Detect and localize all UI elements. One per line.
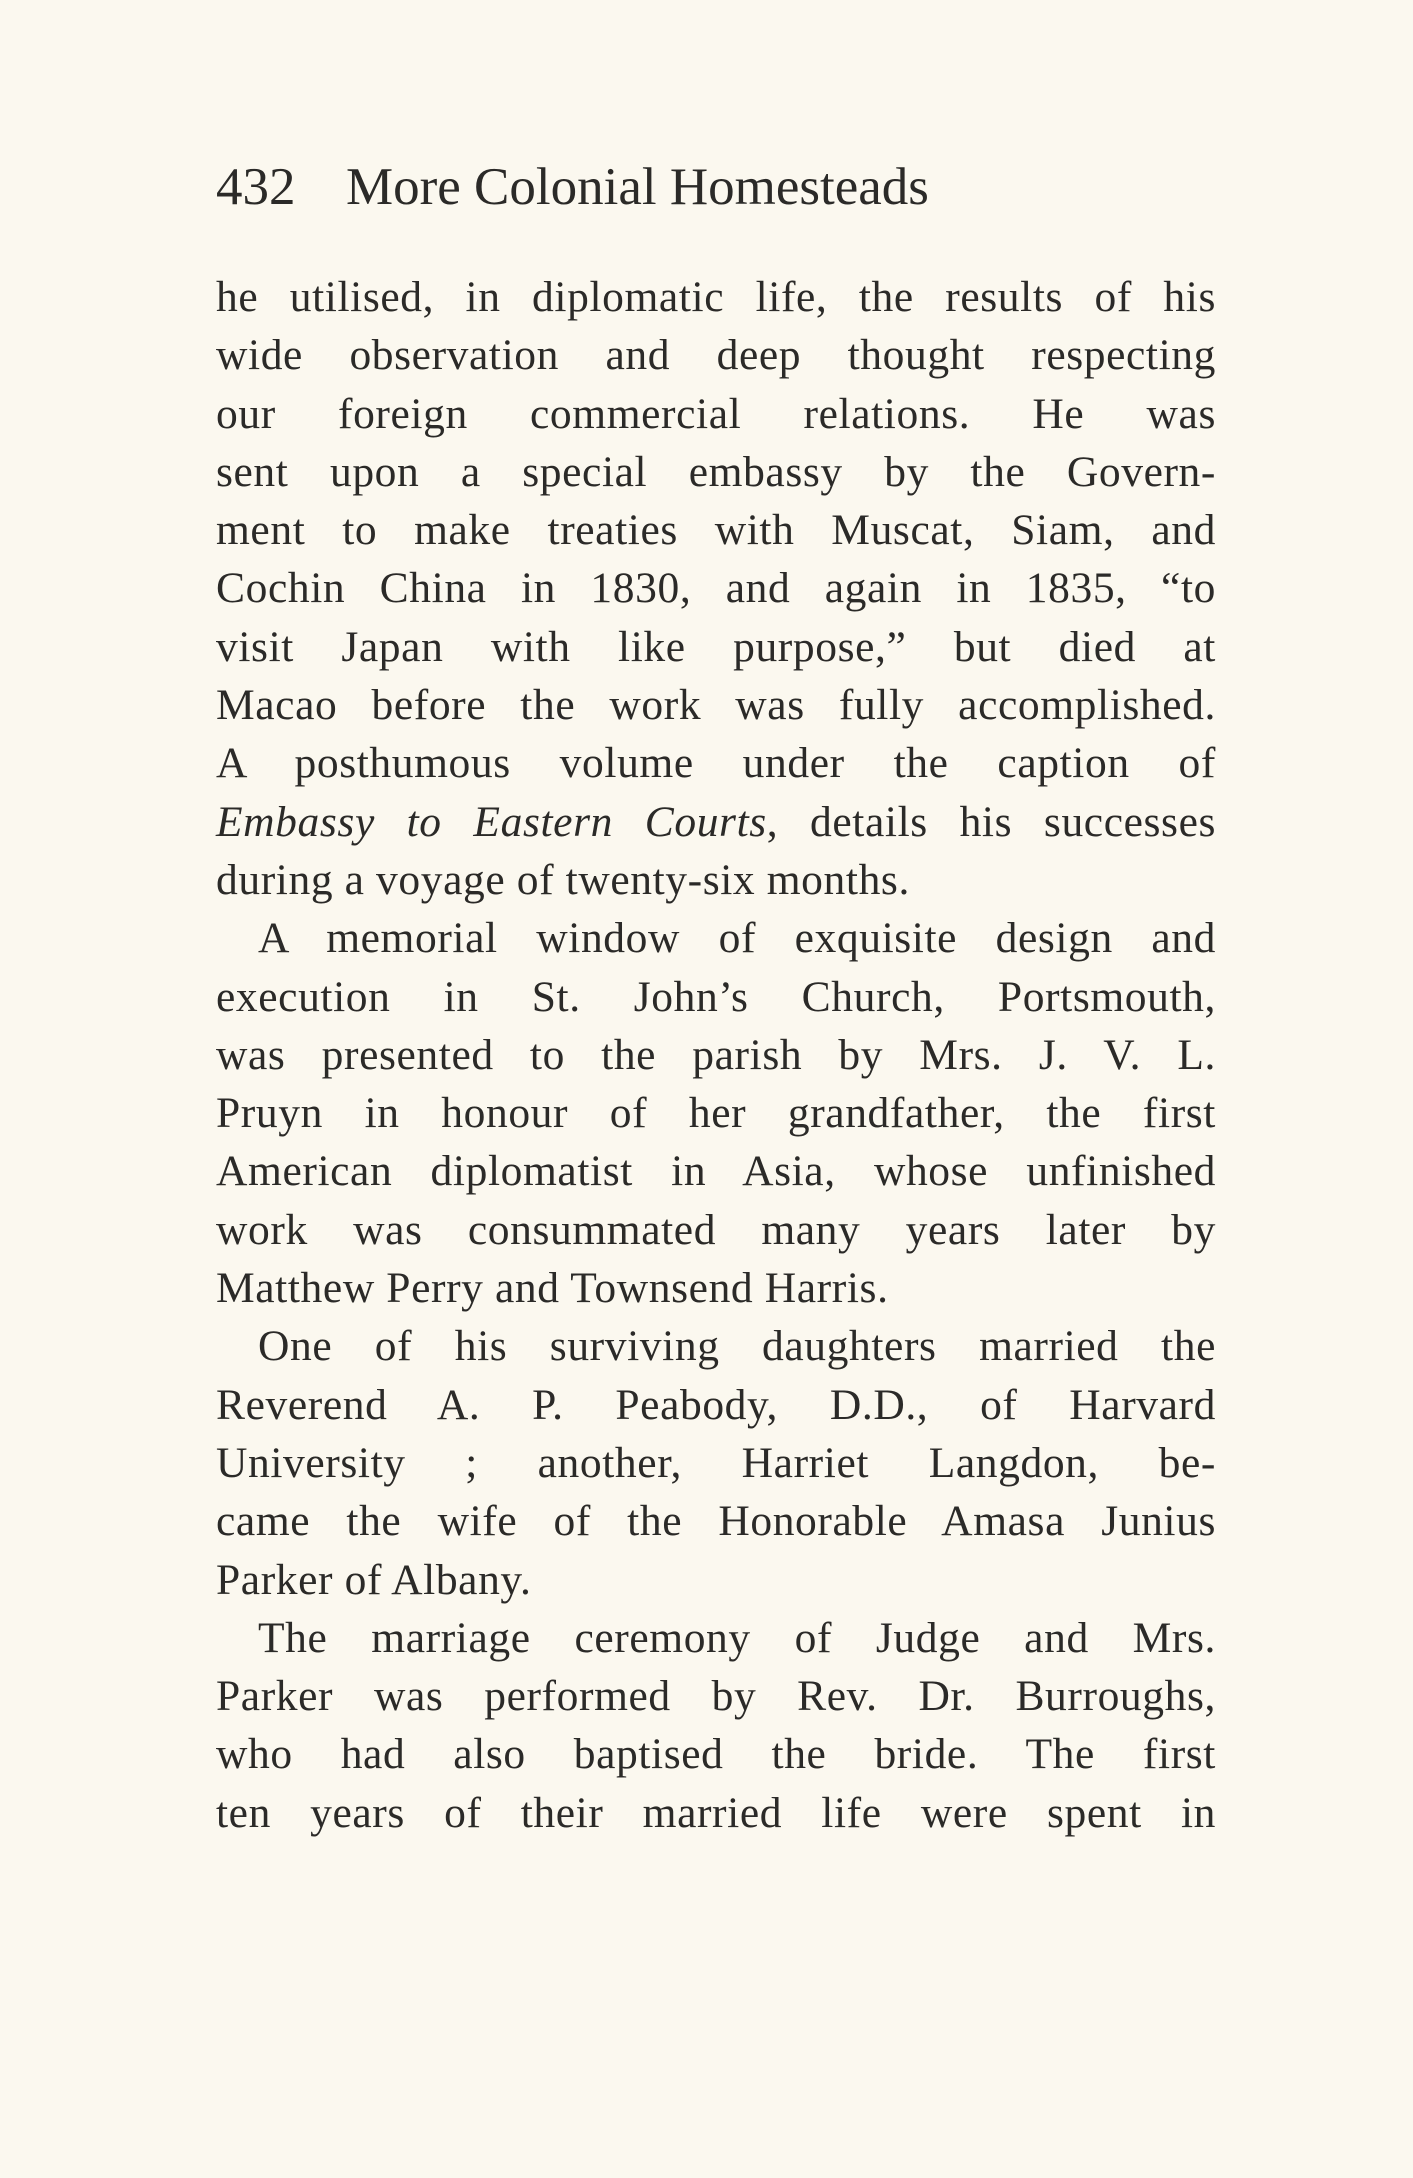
- text-line: Parker of Albany.: [216, 1555, 532, 1604]
- text-line: Cochin China in 1830, and again in 1835, “to: [216, 564, 1216, 613]
- text-line: visit Japan with like purpose,” but died at: [216, 622, 1216, 671]
- text-line: was presented to the parish by Mrs. J. V. L.: [216, 1030, 1216, 1079]
- text-line: University ; another, Harriet Langdon, be-: [216, 1438, 1216, 1487]
- text-line: work was consummated many years later by: [216, 1205, 1216, 1254]
- running-title: More Colonial Homesteads: [346, 158, 929, 216]
- text-line: sent upon a special embassy by the Govern-: [216, 447, 1216, 496]
- text-line: Pruyn in honour of her grandfather, the first: [216, 1089, 1216, 1138]
- paragraph-start-line: One of his surviving daughters married the: [258, 1322, 1216, 1371]
- text-line: he utilised, in diplomatic life, the results of his: [216, 273, 1216, 321]
- text-line: Matthew Perry and Townsend Harris.: [216, 1264, 889, 1313]
- text-line: ten years of their married life were spent in: [216, 1788, 1216, 1837]
- paragraph-start-line: A memorial window of exquisite design and: [258, 914, 1216, 963]
- text-line: came the wife of the Honorable Amasa Junius: [216, 1497, 1216, 1546]
- body-text: [216, 268, 1216, 1842]
- running-head: [216, 152, 1216, 222]
- paragraph-start-line: The marriage ceremony of Judge and Mrs.: [258, 1613, 1216, 1662]
- text-line: ment to make treaties with Muscat, Siam, and: [216, 506, 1216, 555]
- text-line: A posthumous volume under the caption of: [216, 739, 1216, 788]
- text-line: wide observation and deep thought respecting: [216, 331, 1216, 380]
- text-line: Macao before the work was fully accomplished.: [216, 681, 1216, 730]
- text-line: execution in St. John’s Church, Portsmouth,: [216, 972, 1216, 1021]
- book-title: Embassy to Eastern Courts: [216, 797, 767, 846]
- text-line-rest: , details his successes: [766, 797, 1217, 846]
- page-number: 432: [216, 158, 296, 216]
- text-line: who had also baptised the bride. The first: [216, 1730, 1216, 1779]
- text-line: during a voyage of twenty-six months.: [216, 855, 910, 904]
- text-line: Reverend A. P. Peabody, D.D., of Harvard: [216, 1380, 1216, 1429]
- text-line: American diplomatist in Asia, whose unfinished: [216, 1147, 1216, 1196]
- text-line: Parker was performed by Rev. Dr. Burroughs,: [216, 1672, 1216, 1721]
- text-line: our foreign commercial relations. He was: [216, 389, 1216, 438]
- text-line-book-title: [216, 793, 1216, 851]
